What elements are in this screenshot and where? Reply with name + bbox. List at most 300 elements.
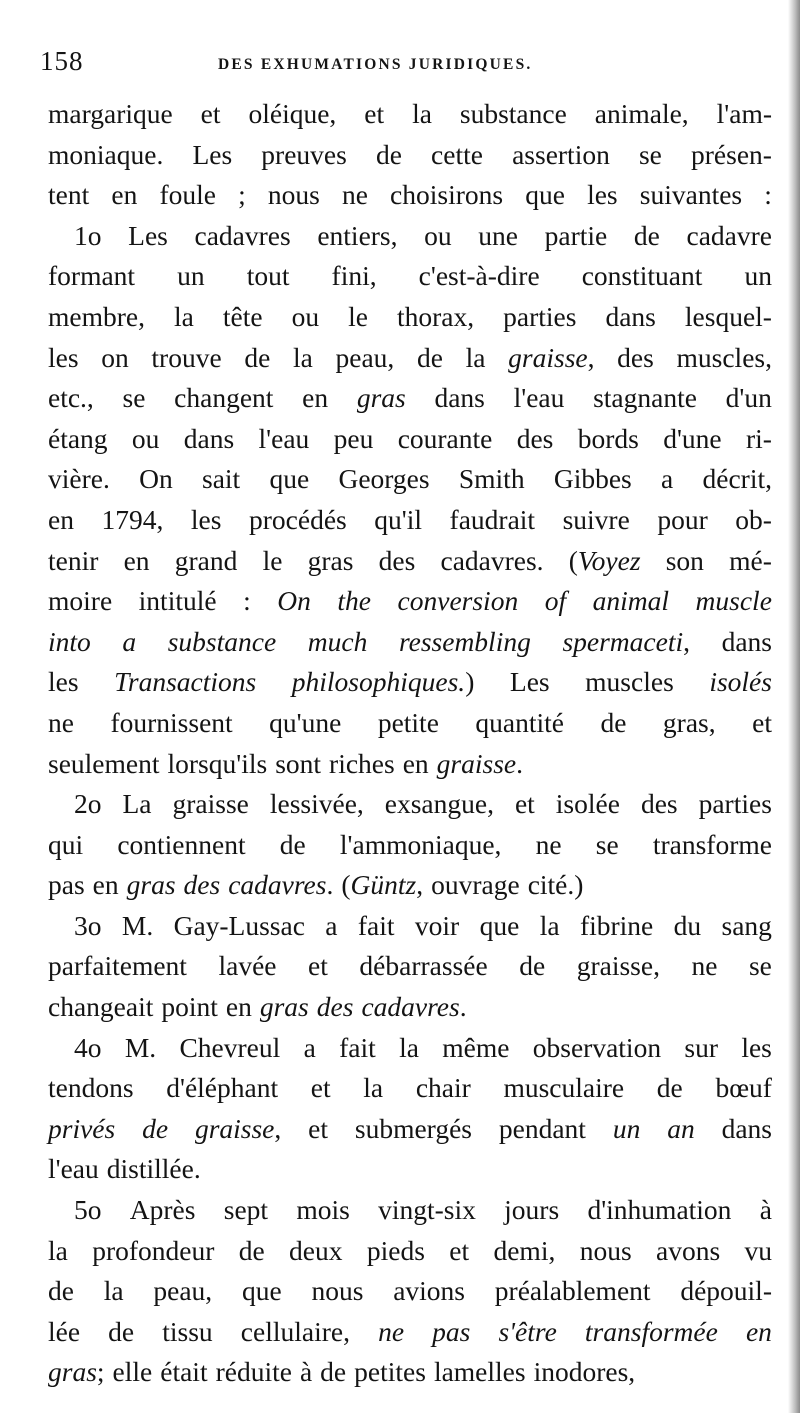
word: gras,: [662, 706, 716, 738]
page-header: [40, 46, 770, 86]
word: courante: [397, 422, 493, 454]
word: des: [378, 544, 416, 576]
word: exsangue,: [384, 788, 494, 820]
word: de: [238, 1234, 265, 1266]
word: les: [741, 1031, 772, 1063]
word: much: [307, 625, 368, 657]
word: ob-: [735, 503, 772, 535]
word: de: [633, 219, 660, 251]
body-text: [48, 94, 772, 1393]
text-line: [48, 1271, 772, 1312]
word: deux: [289, 1234, 343, 1266]
word: graisse,: [194, 1112, 282, 1144]
word: ou: [291, 300, 320, 332]
word: vière.: [48, 463, 110, 495]
word: se: [638, 138, 662, 170]
word: que: [479, 909, 520, 941]
word: suivantes: [639, 179, 743, 211]
word: entiers,: [317, 219, 398, 251]
word: gras: [356, 382, 406, 414]
word: se: [595, 828, 619, 860]
word: à: [759, 1194, 772, 1226]
word: graisse: [172, 788, 249, 820]
word: décrit,: [702, 463, 772, 495]
word: un: [744, 260, 772, 292]
word: tête: [222, 300, 263, 332]
word: Les: [128, 219, 168, 251]
word: qui: [48, 828, 84, 860]
word: Les: [192, 138, 233, 170]
word: même: [442, 1031, 510, 1063]
word: Les: [509, 666, 550, 698]
word: grand: [174, 544, 238, 576]
word: avions: [393, 1275, 466, 1307]
word: inodores,: [533, 1356, 636, 1388]
word: constituant: [581, 260, 703, 292]
word: parties: [698, 788, 772, 820]
word: les: [190, 503, 222, 535]
word: distillée.: [106, 1153, 201, 1185]
word: procédés: [249, 503, 347, 535]
word: qu'une: [269, 706, 342, 738]
text-line: [48, 1068, 772, 1109]
word: M.: [121, 909, 154, 941]
word: vu: [744, 1234, 772, 1266]
word: en: [48, 503, 74, 535]
text-line: [48, 1312, 772, 1353]
word: de: [142, 1112, 169, 1144]
word: La: [122, 788, 152, 820]
word: Après: [129, 1194, 196, 1226]
word: et: [308, 1112, 328, 1144]
word: demi,: [493, 1234, 556, 1266]
word: philosophiques.): [291, 666, 475, 698]
word: gras: [126, 869, 176, 901]
word: débarrassée: [359, 950, 488, 982]
word: de: [244, 341, 271, 373]
word: elle: [112, 1356, 153, 1388]
word: pendant: [498, 1112, 586, 1144]
word: parfaitement: [48, 950, 187, 982]
text-line: [48, 338, 772, 379]
word: cette: [431, 138, 483, 170]
word: et: [449, 1234, 470, 1266]
word: preuves: [261, 138, 347, 170]
word: gras;: [48, 1356, 105, 1388]
word: la: [465, 341, 486, 373]
word: petite: [377, 706, 439, 738]
word: la: [399, 1031, 419, 1063]
word: a: [661, 463, 674, 495]
word: sont: [275, 747, 322, 779]
text-line: [48, 541, 772, 582]
word: 1o: [74, 219, 102, 251]
word: ne: [535, 828, 562, 860]
word: sang: [721, 909, 772, 941]
word: d'une: [663, 422, 722, 454]
word: ou: [131, 422, 160, 454]
word: the: [337, 585, 372, 617]
word: privés: [48, 1112, 116, 1144]
word: tout: [246, 260, 290, 292]
word: chair: [415, 1072, 471, 1104]
word: animal: [592, 585, 670, 617]
text-line: [48, 175, 772, 216]
word: ouvrage: [431, 869, 520, 901]
word: des: [183, 869, 221, 901]
word: muscles: [585, 666, 674, 698]
word: de: [416, 341, 443, 373]
word: en: [302, 382, 329, 414]
word: de: [48, 1275, 74, 1307]
word: tent: [48, 179, 90, 211]
word: que: [269, 463, 310, 495]
word: faudrait: [449, 503, 536, 535]
word: seulement: [48, 747, 160, 779]
word: etc.,: [48, 382, 94, 414]
word: an: [667, 1112, 695, 1144]
text-line: [48, 744, 772, 785]
word: les: [587, 179, 618, 211]
word: cadavres.: [361, 991, 467, 1023]
word: a: [303, 1031, 316, 1063]
word: en: [111, 179, 138, 211]
word: était: [160, 1356, 208, 1388]
word: substance: [459, 98, 567, 129]
text-line: [48, 662, 772, 703]
text-line: [48, 703, 772, 744]
word: contiennent: [117, 828, 246, 860]
word: ri-: [745, 422, 772, 454]
word: une: [478, 219, 519, 251]
text-line: [48, 825, 772, 866]
word: dans: [721, 1112, 772, 1144]
word: quantité: [475, 706, 564, 738]
word: du: [673, 909, 702, 941]
word: lessivée,: [269, 788, 364, 820]
word: de: [519, 950, 546, 982]
text-line: [48, 297, 772, 338]
text-line: [48, 906, 772, 947]
text-line: [48, 622, 772, 663]
word: Smith: [458, 463, 525, 495]
word: nous: [311, 1275, 364, 1307]
word: ne: [341, 179, 368, 211]
word: voir: [414, 909, 460, 941]
word: lée: [48, 1315, 81, 1347]
word: dans: [721, 625, 772, 657]
text-line: [48, 216, 772, 257]
word: l'am-: [716, 98, 772, 129]
word: sur: [684, 1031, 719, 1063]
word: musculaire: [503, 1072, 625, 1104]
word: of: [544, 585, 567, 617]
word: riches: [329, 747, 395, 779]
word: gras: [259, 991, 309, 1023]
text-line: [48, 500, 772, 541]
word: s'être: [498, 1315, 557, 1347]
word: fait: [357, 909, 395, 941]
word: dans: [434, 382, 485, 414]
word: (Güntz,: [341, 869, 424, 901]
word: On: [139, 463, 173, 495]
word: on: [101, 341, 129, 373]
word: lamelles: [433, 1356, 526, 1388]
word: qu'il: [374, 503, 423, 535]
word: mé-: [729, 544, 772, 576]
word: intitulé: [138, 585, 217, 617]
word: pour: [657, 503, 708, 535]
word: oléique,: [248, 98, 337, 129]
word: à: [299, 1356, 313, 1388]
word: (Voyez: [568, 544, 641, 576]
word: vingt-six: [378, 1194, 476, 1226]
word: les: [48, 341, 79, 373]
text-line: [48, 946, 772, 987]
word: de: [279, 828, 306, 860]
text-line: [48, 581, 772, 622]
word: fournissent: [110, 706, 233, 738]
word: cadavres.: [440, 544, 544, 576]
word: assertion: [512, 138, 610, 170]
word: isolés: [709, 666, 772, 698]
word: cadavres.: [228, 869, 334, 901]
word: ressembling: [398, 625, 531, 657]
word: choisirons: [390, 179, 504, 211]
word: et: [752, 706, 772, 738]
word: en: [402, 747, 429, 779]
word: l'eau: [258, 422, 310, 454]
word: spermaceti,: [562, 625, 690, 657]
word: étang: [48, 422, 108, 454]
word: la: [363, 1072, 384, 1104]
word: nous: [267, 179, 320, 211]
word: de: [600, 706, 627, 738]
word: bœuf: [715, 1072, 772, 1104]
word: substance: [167, 625, 277, 657]
word: cellulaire,: [240, 1315, 350, 1347]
word: cadavre: [686, 219, 772, 251]
text-line: [48, 419, 772, 460]
word: conversion: [397, 585, 519, 617]
word: la: [174, 300, 194, 332]
word: et: [308, 950, 328, 982]
word: bords: [577, 422, 639, 454]
word: sait: [202, 463, 241, 495]
word: 4o: [74, 1031, 102, 1063]
word: point: [161, 991, 218, 1023]
word: les: [48, 666, 79, 698]
word: l'ammoniaque,: [339, 828, 502, 860]
word: animale,: [594, 98, 689, 129]
word: :: [764, 179, 772, 211]
word: tendons: [48, 1072, 134, 1104]
word: stagnante: [593, 382, 697, 414]
word: préalablement: [494, 1275, 651, 1307]
word: que: [525, 179, 565, 211]
text-line: [48, 135, 772, 176]
word: changeait: [48, 991, 154, 1023]
word: un: [177, 260, 205, 292]
word: into: [48, 625, 91, 657]
word: fibrine: [579, 909, 654, 941]
word: son: [665, 544, 704, 576]
word: se: [748, 950, 772, 982]
word: d'inhumation: [587, 1194, 732, 1226]
text-line: [48, 1190, 772, 1231]
word: 2o: [74, 788, 102, 820]
word: jours: [504, 1194, 560, 1226]
word: profondeur: [92, 1234, 215, 1266]
text-line: [48, 1352, 772, 1393]
word: parties: [503, 300, 577, 332]
word: 1794,: [101, 503, 164, 535]
word: pas: [432, 1315, 471, 1347]
text-line: [48, 1028, 772, 1069]
word: le: [262, 544, 283, 576]
word: M.: [124, 1031, 157, 1063]
word: en: [225, 991, 252, 1023]
word: thorax,: [396, 300, 475, 332]
word: Gibbes: [553, 463, 632, 495]
word: cité.): [527, 869, 584, 901]
text-line: [48, 865, 772, 906]
word: de: [375, 138, 402, 170]
word: et: [364, 98, 385, 129]
word: On: [277, 585, 311, 617]
word: transformée: [584, 1315, 718, 1347]
word: foule: [159, 179, 216, 211]
word: d'un: [725, 382, 772, 414]
word: graisse,: [576, 950, 660, 982]
word: des: [316, 991, 354, 1023]
word: moire: [48, 585, 113, 617]
word: et: [514, 788, 535, 820]
word: la: [103, 1275, 124, 1307]
word: lorsqu'ils: [167, 747, 268, 779]
word: ne: [48, 706, 74, 738]
running-title: DES EXHUMATIONS JURIDIQUES.: [218, 56, 533, 73]
word: la: [292, 341, 313, 373]
text-line: [48, 784, 772, 825]
word: tissu: [162, 1315, 213, 1347]
word: observation: [532, 1031, 662, 1063]
word: cadavres: [194, 219, 291, 251]
word: la: [48, 1234, 68, 1266]
word: réduite: [215, 1356, 292, 1388]
word: fait: [339, 1031, 376, 1063]
word: peu: [333, 422, 374, 454]
word: tenir: [48, 544, 99, 576]
word: ne: [691, 950, 718, 982]
word: l'eau: [513, 382, 565, 414]
word: dans: [183, 422, 235, 454]
word: c'est-à-dire: [418, 260, 540, 292]
word: des: [640, 788, 678, 820]
word: ;: [238, 179, 246, 211]
text-line: [48, 459, 772, 500]
word: partie: [544, 219, 608, 251]
word: moniaque.: [48, 138, 164, 170]
word: le: [348, 300, 368, 332]
word: ne: [378, 1315, 405, 1347]
text-line: [48, 987, 772, 1028]
word: lesquel-: [684, 300, 772, 332]
word: de: [108, 1315, 135, 1347]
word: fini,: [331, 260, 377, 292]
page-edge-shadow: [788, 0, 800, 1413]
word: graisse.: [436, 747, 523, 779]
text-line: [48, 378, 772, 419]
word: a: [122, 625, 137, 657]
word: submergés: [354, 1112, 472, 1144]
page-number: 158: [40, 46, 84, 76]
word: suivre: [562, 503, 630, 535]
word: dépouil-: [680, 1275, 772, 1307]
word: Gay-Lussac: [173, 909, 305, 941]
word: muscle: [695, 585, 772, 617]
word: 3o: [74, 909, 102, 941]
word: nous: [579, 1234, 632, 1266]
word: Transactions: [114, 666, 257, 698]
word: l'eau: [48, 1153, 99, 1185]
word: petites: [354, 1356, 426, 1388]
word: d'éléphant: [166, 1072, 279, 1104]
word: :: [243, 585, 251, 617]
word: isolée: [555, 788, 620, 820]
word: Georges: [338, 463, 430, 495]
text-line: [48, 94, 772, 135]
word: transforme: [652, 828, 772, 860]
word: de: [320, 1356, 347, 1388]
word: un: [612, 1112, 641, 1144]
word: et: [310, 1072, 331, 1104]
word: sept: [223, 1194, 269, 1226]
word: se: [122, 382, 146, 414]
text-line: [48, 1149, 772, 1190]
word: en: [123, 544, 150, 576]
word: des: [516, 422, 554, 454]
word: en: [745, 1315, 772, 1347]
word: changent: [174, 382, 274, 414]
word: la: [539, 909, 560, 941]
word: en: [92, 869, 119, 901]
text-line: [48, 1109, 772, 1150]
word: peau,: [335, 341, 395, 373]
word: pieds: [366, 1234, 425, 1266]
word: peau,: [153, 1275, 213, 1307]
word: avons: [655, 1234, 721, 1266]
word: la: [412, 98, 432, 129]
word: graisse,: [508, 341, 595, 373]
word: margarique: [48, 98, 173, 129]
word: des: [617, 341, 654, 373]
word: Chevreul: [179, 1031, 281, 1063]
word: dans: [605, 300, 656, 332]
word: trouve: [151, 341, 222, 373]
word: 5o: [74, 1194, 102, 1226]
word: présen-: [691, 138, 772, 170]
word: formant: [48, 260, 136, 292]
word: que: [241, 1275, 282, 1307]
word: de: [656, 1072, 683, 1104]
word: gras: [307, 544, 354, 576]
word: mois: [296, 1194, 350, 1226]
word: membre,: [48, 300, 145, 332]
word: a: [325, 909, 338, 941]
text-line: [48, 1231, 772, 1272]
text-line: [48, 256, 772, 297]
